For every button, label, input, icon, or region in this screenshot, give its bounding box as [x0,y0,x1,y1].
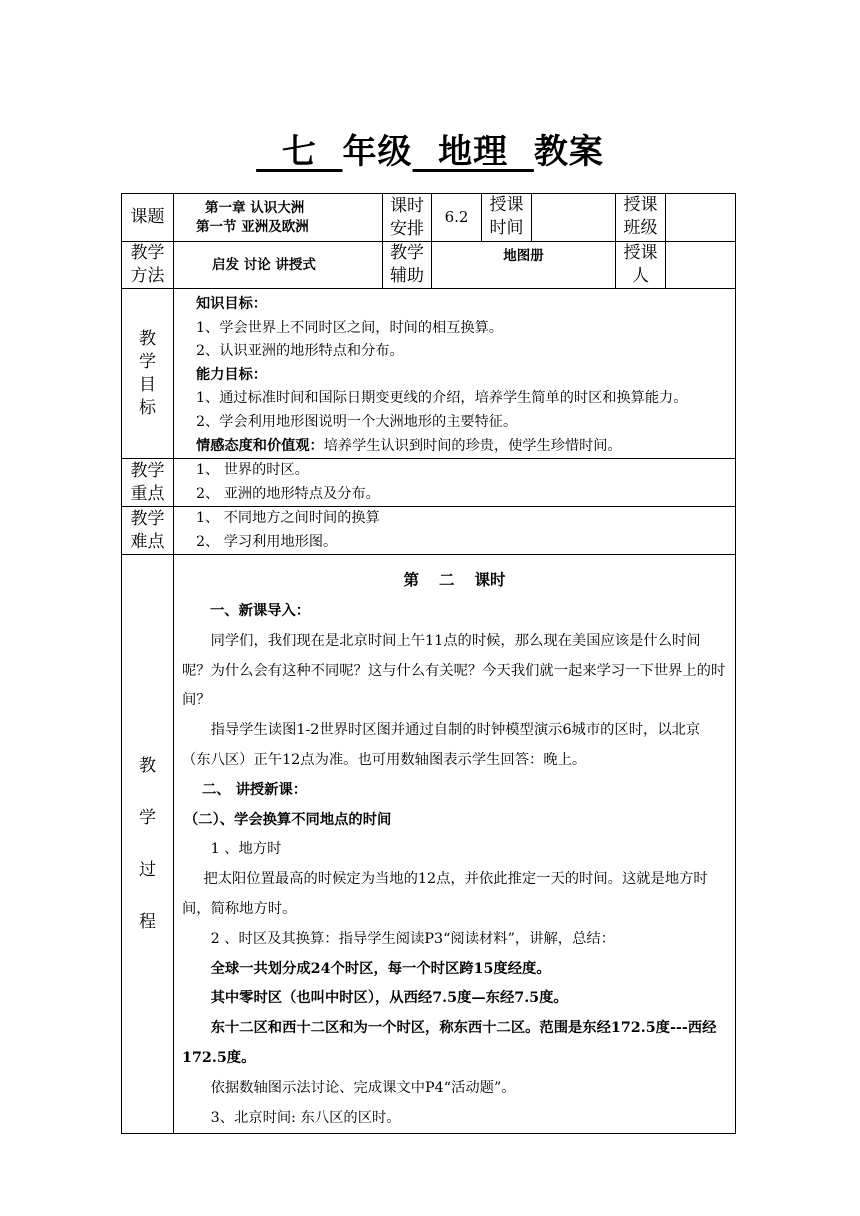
time-zone-fact: 东十二区和西十二区和为一个时区，称东西十二区。范围是东经172.5度---西经172.5度。 [182,1020,717,1066]
aid-value: 地图册 [432,242,616,289]
knowledge-item: 2、认识亚洲的地形特点和分布。 [196,343,404,360]
topic-cell [174,194,383,242]
difficulties-row [122,507,736,555]
teacher-label-line-2: 人 [632,266,649,286]
header-row-topic [122,194,736,242]
method-value: 启发 讨论 讲授式 [174,242,383,289]
schedule-label-line-1: 课时 [390,195,424,216]
key-points-content [174,459,736,507]
local-time-title: 1 、地方时 [210,841,282,858]
time-zone-fact: 其中零时区（也叫中时区），从西经7.5度—东经7.5度。 [210,990,568,1007]
title-doc-type: 教案 [533,132,604,172]
class-label-line-1: 授课 [623,195,658,215]
difficulty-item: 1、 不同地方之间时间的换算 [196,510,380,527]
process-label [122,555,174,1134]
schedule-label-line-2: 安排 [390,218,424,239]
time-label-line-2: 时间 [489,218,524,238]
teacher-value [666,242,736,289]
intro-paragraph-2: 指导学生读图1-2世界时区图并通过自制的时钟模型演示6城市的区时，以北京（东八区）正午12点为准。也可用数轴图表示学生回答：晚上。 [182,722,701,768]
key-points-label [122,459,174,507]
title-grade: 七 [256,132,343,172]
method-label-line-1: 教学 [130,243,165,263]
intro-heading: 一、新课导入： [210,602,311,619]
topic-line-1: 第一章 认识大洲 [205,199,305,216]
time-value [532,194,616,242]
lesson-char: 二 [438,570,455,590]
process-label-char: 学 [139,808,156,829]
lesson-heading [182,565,727,595]
objectives-label-char: 教 [139,328,156,349]
class-label [616,194,666,242]
time-zone-title: 2 、时区及其换算：指导学生阅读P3“阅读材料”，讲解，总结： [210,930,615,947]
topic-line-2: 第一节 亚洲及欧洲 [196,218,309,235]
emotion-text: 培养学生认识到时间的珍贵，使学生珍惜时间。 [323,437,622,454]
activity-text: 依据数轴图示法讨论、完成课文中P4“活动题”。 [210,1079,516,1096]
process-label-char: 教 [139,756,156,777]
class-label-line-2: 班级 [623,218,658,238]
key-points-row [122,459,736,507]
key-point-item: 2、 亚洲的地形特点及分布。 [196,485,380,502]
emotion-line [196,435,735,459]
process-row [122,555,736,1134]
objectives-content [174,289,736,459]
lesson-char: 第 [403,570,419,590]
new-lesson-subheading: （二）、学会换算不同地点的时间 [184,811,392,828]
difficulty-item: 2、 学习利用地形图。 [196,533,338,550]
time-label-line-1: 授课 [489,195,524,215]
teacher-label-line-1: 授课 [623,243,658,263]
difficulties-label-line-2: 难点 [130,531,165,552]
difficulties-label [122,507,174,555]
beijing-time-text: 3、北京时间: 东八区的区时。 [210,1109,401,1126]
ability-heading: 能力目标： [196,366,267,383]
schedule-value: 6.2 [432,194,482,242]
process-content [174,555,736,1134]
aid-label-line-2: 辅助 [390,266,424,286]
title-grade-suffix: 年级 [342,132,413,172]
aid-label-line-1: 教学 [390,243,424,263]
new-lesson-heading: 二、 讲授新课： [202,781,308,798]
knowledge-item: 1、学会世界上不同时区之间，时间的相互换算。 [196,319,503,336]
aid-label [383,242,432,289]
knowledge-heading: 知识目标： [196,296,267,312]
objectives-label [122,289,174,459]
emotion-heading: 情感态度和价值观： [196,437,324,454]
ability-item: 2、学会利用地形图说明一个大洲地形的主要特征。 [196,413,518,430]
ability-item: 1、通过标准时间和国际日期变更线的介绍，培养学生简单的时区和换算能力。 [196,390,688,407]
teacher-label [616,242,666,289]
key-points-label-line-1: 教学 [130,460,165,481]
process-label-char: 过 [139,860,156,881]
lesson-plan-table [121,193,736,1134]
header-row-method [122,242,736,289]
objectives-label-char: 学 [139,351,156,372]
class-value [666,194,736,242]
time-zone-fact: 全球一共划分成24个时区，每一个时区跨15度经度。 [210,960,551,977]
key-point-item: 1、 世界的时区。 [196,462,309,479]
objectives-label-char: 标 [139,397,156,418]
process-label-char: 程 [139,912,156,933]
objectives-row [122,289,736,459]
difficulties-content [174,507,736,555]
lesson-char: 课时 [474,570,506,590]
key-points-label-line-2: 重点 [130,483,165,504]
method-label-line-2: 方法 [130,266,165,286]
method-label [122,242,174,289]
objectives-label-char: 目 [139,374,156,395]
difficulties-label-line-1: 教学 [130,508,165,529]
local-time-text: 把太阳位置最高的时候定为当地的12点，并依此推定一天的时间。这就是地方时间，简称地方时。 [182,871,708,917]
schedule-label [383,194,432,242]
intro-paragraph: 同学们，我们现在是北京时间上午11点的时候，那么现在美国应该是什么时间呢？为什么会有这种不同呢？这与什么有关呢？今天我们就一起来学习一下世界上的时间？ [182,632,726,709]
topic-label: 课题 [122,194,174,242]
time-label [482,194,532,242]
title-subject: 地理 [412,132,534,172]
page-title [0,128,860,176]
